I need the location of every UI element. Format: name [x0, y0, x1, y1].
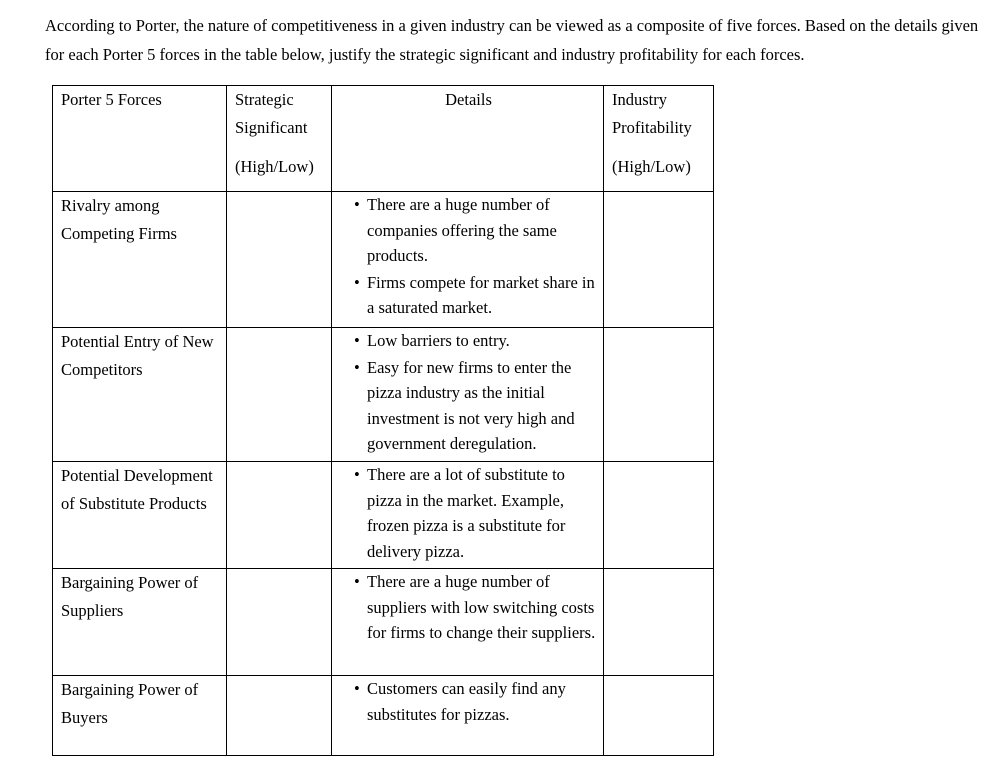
- details-bullet-text: There are a lot of substitute to pizza in the market. Example, frozen pizza is a substitute for delivery pizza.: [367, 465, 566, 561]
- table-header-row: [53, 86, 714, 192]
- header-details: [332, 86, 604, 192]
- details-bullet-item: [340, 355, 597, 457]
- bullet-icon: •: [354, 357, 360, 377]
- details-bullet-item: [340, 270, 597, 321]
- force-name-cell: Rivalry among Competing Firms: [53, 192, 227, 328]
- details-bullet-list: [340, 569, 597, 646]
- force-name-cell: Potential Development of Substitute Products: [53, 462, 227, 569]
- details-cell: [332, 462, 604, 569]
- details-cell: [332, 328, 604, 462]
- industry-profitability-cell[interactable]: [604, 328, 714, 462]
- details-cell: [332, 676, 604, 756]
- industry-profitability-cell[interactable]: [604, 569, 714, 676]
- header-profit-line2: Profitability: [612, 118, 692, 137]
- details-bullet-text: There are a huge number of companies offering the same products.: [367, 195, 557, 266]
- porter-forces-table: [52, 85, 714, 756]
- details-bullet-text: There are a huge number of suppliers with low switching costs for firms to change their suppliers.: [367, 572, 596, 643]
- details-bullet-list: [340, 676, 597, 727]
- details-bullet-text: Customers can easily find any substitutes for pizzas.: [367, 679, 566, 724]
- table-row: [53, 328, 714, 462]
- force-name-cell: Bargaining Power of Buyers: [53, 676, 227, 756]
- header-profit-line3: (High/Low): [612, 157, 691, 176]
- strategic-significant-cell[interactable]: [227, 569, 332, 676]
- details-cell: [332, 569, 604, 676]
- bullet-icon: •: [354, 331, 360, 350]
- details-bullet-list: [340, 462, 597, 564]
- industry-profitability-cell[interactable]: [604, 676, 714, 756]
- header-profit-line1: Industry: [612, 90, 667, 109]
- bullet-icon: •: [354, 572, 360, 591]
- header-industry-profitability: [604, 86, 714, 192]
- strategic-significant-cell[interactable]: [227, 676, 332, 756]
- details-bullet-item: [340, 676, 597, 727]
- strategic-significant-cell[interactable]: [227, 328, 332, 462]
- header-details-text: Details: [445, 90, 492, 109]
- bullet-icon: •: [354, 272, 360, 292]
- details-bullet-item: [340, 569, 597, 646]
- header-strategic-significant: [227, 86, 332, 192]
- industry-profitability-cell[interactable]: [604, 462, 714, 569]
- bullet-icon: •: [354, 195, 360, 214]
- strategic-significant-cell[interactable]: [227, 462, 332, 569]
- force-name-cell: Bargaining Power of Suppliers: [53, 569, 227, 676]
- industry-profitability-cell[interactable]: [604, 192, 714, 328]
- table-row: [53, 192, 714, 328]
- header-strategic-line1: Strategic: [235, 90, 294, 109]
- header-porter-forces: [53, 86, 227, 192]
- details-cell: [332, 192, 604, 328]
- header-strategic-line2: Significant: [235, 118, 308, 137]
- table-row: [53, 676, 714, 756]
- header-strategic-line3: (High/Low): [235, 157, 314, 176]
- details-bullet-item: [340, 328, 597, 354]
- details-bullet-list: [340, 328, 597, 457]
- bullet-icon: •: [354, 679, 360, 698]
- details-bullet-text: Easy for new firms to enter the pizza industry as the initial investment is not very high and government deregulation.: [367, 357, 575, 454]
- details-bullet-text: Firms compete for market share in a saturated market.: [367, 272, 595, 318]
- table-row: [53, 569, 714, 676]
- header-porter-forces-text: Porter 5 Forces: [61, 90, 162, 109]
- details-bullet-text: Low barriers to entry.: [367, 331, 510, 350]
- table-row: [53, 462, 714, 569]
- details-bullet-item: [340, 462, 597, 564]
- bullet-icon: •: [354, 465, 360, 484]
- intro-paragraph: According to Porter, the nature of competitiveness in a given industry can be viewed as a composite of five forces. Based on the details given for each Porter 5 forces in the table below, justify the strategic significant and industry profitability for each forces.: [45, 16, 979, 64]
- details-bullet-item: [340, 192, 597, 269]
- force-name-cell: Potential Entry of New Competitors: [53, 328, 227, 462]
- strategic-significant-cell[interactable]: [227, 192, 332, 328]
- details-bullet-list: [340, 192, 597, 321]
